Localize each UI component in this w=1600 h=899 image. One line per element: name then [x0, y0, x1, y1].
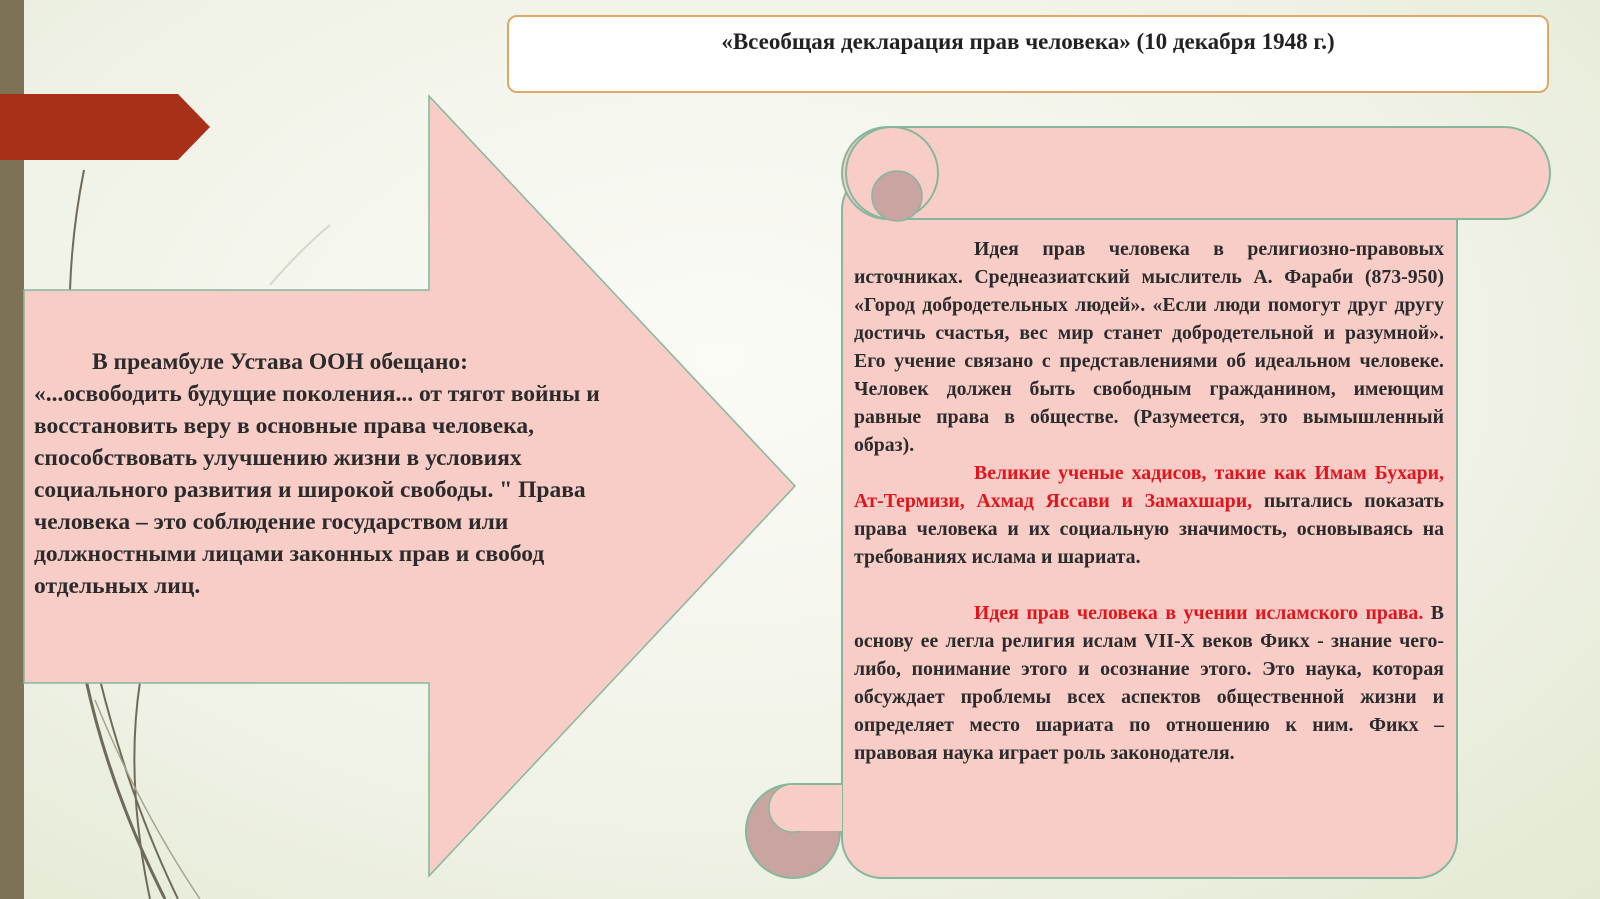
scroll-paragraph-2 — [854, 459, 1444, 571]
scroll-top-roll — [842, 127, 1550, 219]
title-box — [507, 15, 1549, 93]
scroll-text-span: пытались показать права человека и их социальную значимость, основываясь на требованиях ислама и шариата. — [854, 490, 1444, 568]
deco-line — [70, 170, 84, 290]
scroll-highlight: Идея прав человека в учении исламского права. — [974, 602, 1424, 624]
scroll-text — [854, 235, 1444, 767]
deco-line — [270, 225, 330, 285]
deco-line — [95, 700, 200, 899]
arrow-text: В преамбуле Устава ООН обещано: «...освободить будущие поколения... от тягот войны и восстановить веру в основные права человека, способствовать улучшению жизни в условиях социального развития и широкой свободы. " Права человека – это соблюдение государством или должностными лицами законных прав и свобод отдельных лиц. — [34, 349, 600, 599]
scroll-highlight: Великие ученые хадисов, такие как Имам Бухари, Ат-Термизи, Ахмад Яссави и Замахшари, — [854, 462, 1444, 512]
scroll-paragraph-3 — [854, 599, 1444, 767]
paragraph-gap — [854, 571, 1444, 599]
red-tab-shape — [0, 94, 210, 160]
deco-line — [86, 680, 165, 899]
scroll-top-curl-inner — [872, 171, 922, 221]
scroll-paragraph-1: Идея прав человека в религиозно-правовых источниках. Среднеазиатский мыслитель А. Фараби (873-950) «Город добродетельных людей». «Если люди помогут друг другу достичь счастья, вес мир станет добродетельной и разумной». Его учение связано с представлениями об идеальном человеке. Человек должен быть свободным гражданином, имеющим равные права в обществе. (Разумеется, это вымышленный образ). — [854, 238, 1444, 456]
scroll-text-span: В основу ее легла религия ислам VII-X веков Фикх - знание чего-либо, понимание этого и осознание этого. Это наука, которая обсуждает проблемы всех аспектов общественной жизни и определяет место шариата по отношению к ним. Фикх – правовая наука играет роль законодателя. — [854, 602, 1444, 764]
deco-line — [100, 680, 178, 899]
slide-title: «Всеобщая декларация прав человека» (10 декабря 1948 г.) — [721, 29, 1335, 54]
